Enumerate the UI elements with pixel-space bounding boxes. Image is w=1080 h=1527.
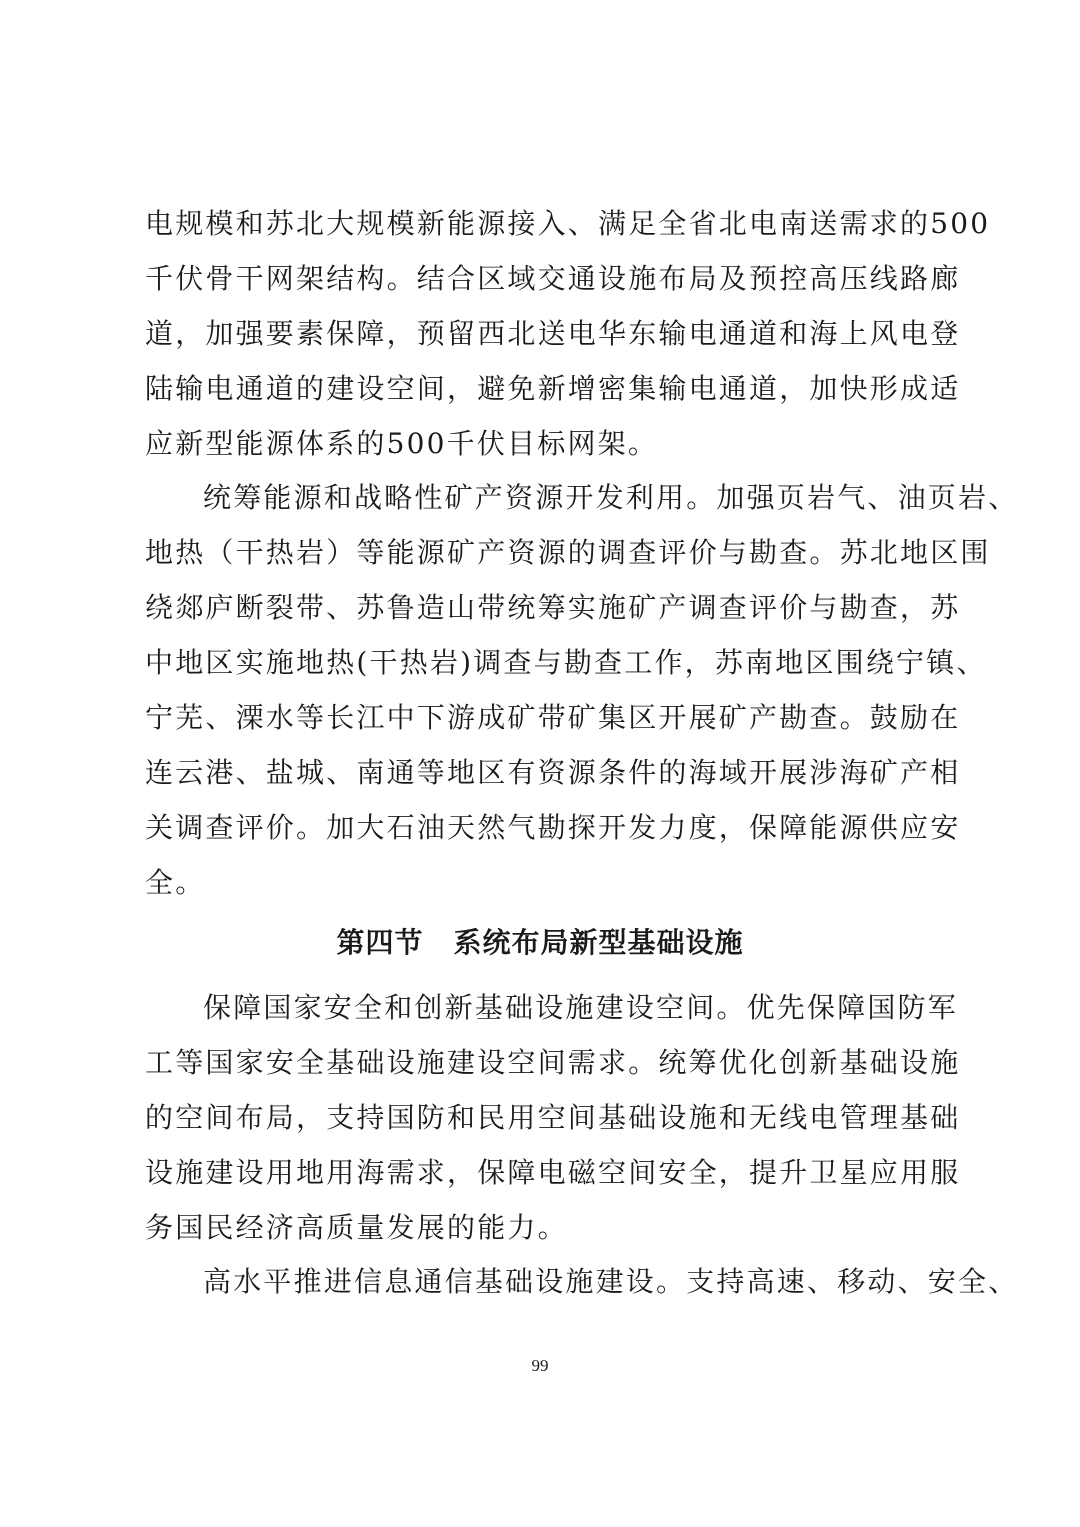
- paragraph-line: 的空间布局，支持国防和民用空间基础设施和无线电管理基础: [145, 1101, 961, 1134]
- paragraph-line: 工等国家安全基础设施建设空间需求。统筹优化创新基础设施: [145, 1046, 961, 1079]
- paragraph-line: 连云港、盐城、南通等地区有资源条件的海域开展涉海矿产相: [145, 756, 961, 789]
- paragraph-line: 保障国家安全和创新基础设施建设空间。优先保障国防军: [203, 991, 959, 1024]
- page-number: 99: [531, 1356, 549, 1375]
- paragraph-national-security: [145, 980, 961, 1255]
- paragraph-line: 宁芜、溧水等长江中下游成矿带矿集区开展矿产勘查。鼓励在: [145, 701, 961, 734]
- paragraph-line: 绕郯庐断裂带、苏鲁造山带统筹实施矿产调查评价与勘查，苏: [145, 591, 961, 624]
- paragraph-mineral-resources: [145, 470, 1019, 910]
- paragraph-line: 统筹能源和战略性矿产资源开发利用。加强页岩气、油页岩、: [203, 481, 1019, 514]
- paragraph-line: 中地区实施地热(干热岩)调查与勘查工作，苏南地区围绕宁镇、: [145, 646, 987, 679]
- paragraph-line: 千伏骨干网架结构。结合区域交通设施布局及预控高压线路廊: [145, 262, 961, 295]
- paragraph-line: 陆输电通道的建设空间，避免新增密集输电通道，加快形成适: [145, 372, 961, 405]
- section-title: 系统布局新型基础设施: [453, 926, 744, 959]
- section-number: 第四节: [336, 926, 424, 959]
- paragraph-line: 应新型能源体系的500千伏目标网架。: [145, 427, 659, 460]
- paragraph-line: 电规模和苏北大规模新能源接入、满足全省北电南送需求的500: [145, 207, 991, 240]
- paragraph-power-grid: [145, 196, 991, 471]
- paragraph-line: 道，加强要素保障，预留西北送电华东输电通道和海上风电登: [145, 317, 961, 350]
- paragraph-line: 设施建设用地用海需求，保障电磁空间安全，提升卫星应用服: [145, 1156, 961, 1189]
- section-heading: [0, 915, 1080, 970]
- paragraph-line: 务国民经济高质量发展的能力。: [145, 1211, 568, 1244]
- paragraph-telecom: [145, 1254, 1019, 1309]
- paragraph-line: 全。: [145, 866, 206, 899]
- paragraph-line: 地热（干热岩）等能源矿产资源的调查评价与勘查。苏北地区围: [145, 536, 991, 569]
- paragraph-line: 关调查评价。加大石油天然气勘探开发力度，保障能源供应安: [145, 811, 961, 844]
- paragraph-line: 高水平推进信息通信基础设施建设。支持高速、移动、安全、: [203, 1265, 1019, 1298]
